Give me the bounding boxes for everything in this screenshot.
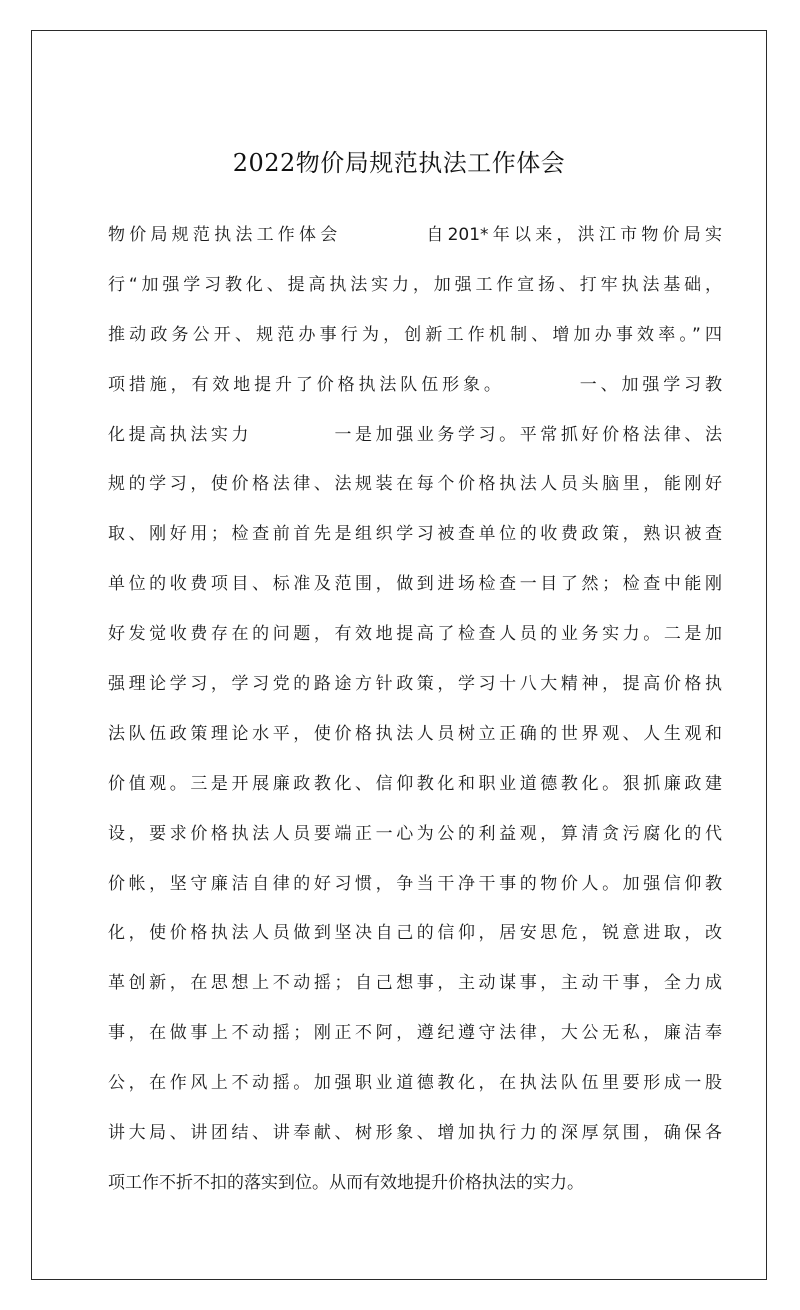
body-line: 项工作不折不扣的落实到位。从而有效地提升价格执法的实力。: [108, 1172, 584, 1193]
page-frame: [31, 30, 767, 1280]
body-line: 价帐，坚守廉洁自律的好习惯，争当干净干事的物价人。加强信仰教: [108, 873, 722, 894]
body-line: 规的学习，使价格法律、法规装在每个价格执法人员头脑里，能刚好: [108, 474, 722, 495]
body-line: 设，要求价格执法人员要端正一心为公的利益观，算清贪污腐化的代: [108, 823, 722, 844]
document-title: 2022物价局规范执法工作体会: [232, 149, 566, 177]
body-line: 项措施，有效地提升了价格执法队伍形象。 一、加强学习教: [108, 374, 722, 395]
body-line: 推动政务公开、规范办事行为，创新工作机制、增加办事效率。”四: [108, 324, 722, 345]
body-line: 取、刚好用；检查前首先是组织学习被查单位的收费政策，熟识被查: [108, 524, 722, 545]
body-line: 强理论学习，学习党的路途方针政策，学习十八大精神，提高价格执: [108, 674, 722, 695]
body-line: 革创新，在思想上不动摇；自己想事，主动谋事，主动干事，全力成: [108, 973, 722, 994]
body-line: 法队伍政策理论水平，使价格执法人员树立正确的世界观、人生观和: [108, 723, 722, 744]
body-line: 化，使价格执法人员做到坚决自己的信仰，居安思危，锐意进取，改: [108, 923, 722, 944]
document-body: [108, 211, 722, 1209]
body-line: 公，在作风上不动摇。加强职业道德教化，在执法队伍里要形成一股: [108, 1073, 722, 1094]
body-line: 物价局规范执法工作体会 自201*年以来，洪江市物价局实: [108, 225, 722, 245]
body-line: 好发觉收费存在的问题，有效地提高了检查人员的业务实力。二是加: [108, 624, 722, 645]
body-line: 单位的收费项目、标准及范围，做到进场检查一目了然；检查中能刚: [108, 574, 722, 595]
body-line: 价值观。三是开展廉政教化、信仰教化和职业道德教化。狠抓廉政建: [108, 773, 722, 794]
body-line: 行“加强学习教化、提高执法实力，加强工作宣扬、打牢执法基础，: [108, 274, 722, 295]
body-line: 化提高执法实力 一是加强业务学习。平常抓好价格法律、法: [108, 424, 722, 445]
body-line: 讲大局、讲团结、讲奉献、树形象、增加执行力的深厚氛围，确保各: [108, 1123, 722, 1144]
body-line: 事，在做事上不动摇；刚正不阿，遵纪遵守法律，大公无私，廉洁奉: [108, 1023, 722, 1044]
